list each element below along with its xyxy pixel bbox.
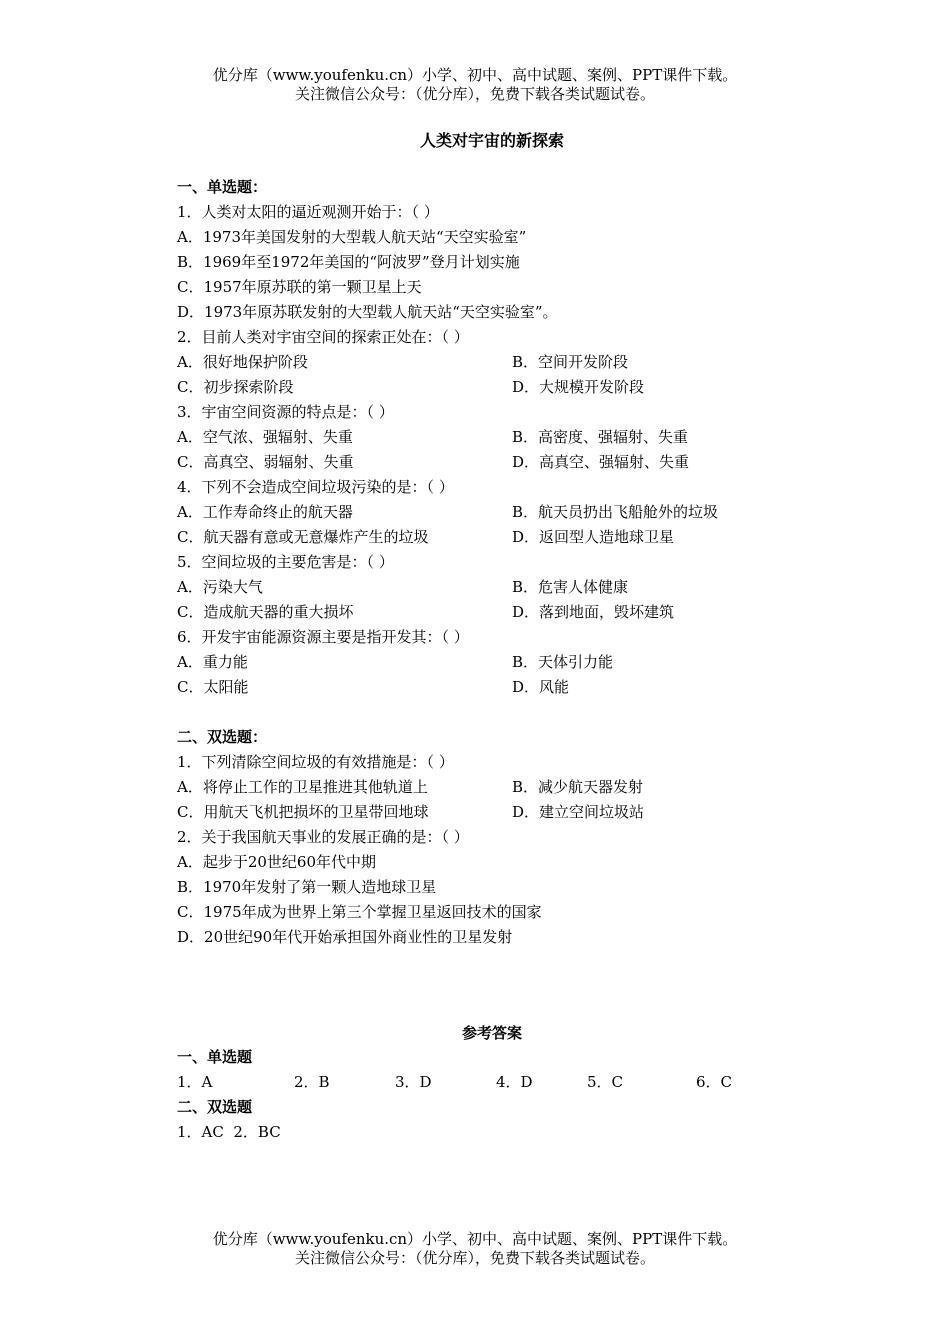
option: C．太阳能 [177,678,249,696]
option: B．天体引力能 [512,653,614,671]
option-row [177,525,777,550]
question-stem: 6．开发宇宙能源资源主要是指开发其：（ ） [177,628,469,646]
answer-item: 3．D [395,1073,432,1091]
option: A．将停止工作的卫星推进其他轨道上 [177,778,428,796]
footer-line-2: 关注微信公众号：（优分库），免费下载各类试题试卷。 [294,1249,655,1267]
option: A．1973年美国发射的大型载人航天站“天空实验室” [177,228,527,246]
option: D．高真空、强辐射、失重 [512,453,690,471]
option: A．污染大气 [177,578,263,596]
option-row [177,600,777,625]
option: D．建立空间垃圾站 [512,803,645,821]
option: C．高真空、弱辐射、失重 [177,453,354,471]
option-row [177,650,777,675]
option-row [177,375,777,400]
option: D．返回型人造地球卫星 [512,528,675,546]
option: B．减少航天器发射 [512,778,644,796]
option: C．航天器有意或无意爆炸产生的垃圾 [177,528,429,546]
option: B．危害人体健康 [512,578,629,596]
answer-item: 6．C [696,1073,733,1091]
option: D．落到地面，毁坏建筑 [512,603,675,621]
answer-section-heading: 二、双选题 [177,1098,253,1116]
answer-row [177,1070,737,1095]
option-row [177,575,777,600]
option: D．风能 [512,678,570,696]
option: B．空间开发阶段 [512,353,629,371]
footer-line-1: 优分库（www.youfenku.cn）小学、初中、高中试题、案例、PPT课件下载。 [212,1230,738,1248]
answer-row: 1．AC 2．BC [177,1123,281,1141]
option: B．1969年至1972年美国的“阿波罗”登月计划实施 [177,253,520,271]
option: D．1973年原苏联发射的大型载人航天站“天空实验室”。 [177,303,558,321]
question-stem: 1．下列清除空间垃圾的有效措施是：（ ） [177,753,454,771]
question-stem: 4．下列不会造成空间垃圾污染的是：（ ） [177,478,454,496]
answer-item: 4．D [496,1073,533,1091]
option-row [177,450,777,475]
question-stem: 5．空间垃圾的主要危害是：（ ） [177,553,394,571]
question-stem: 1．人类对太阳的逼近观测开始于：（ ） [177,203,439,221]
question-stem: 3．宇宙空间资源的特点是：（ ） [177,403,394,421]
header-line-1: 优分库（www.youfenku.cn）小学、初中、高中试题、案例、PPT课件下载。 [212,66,738,84]
option-row [177,775,777,800]
option: C．初步探索阶段 [177,378,294,396]
option: C．用航天飞机把损坏的卫星带回地球 [177,803,429,821]
answer-section-heading: 一、单选题 [177,1048,253,1066]
answer-item: 1．A [177,1073,213,1091]
option: A．工作寿命终止的航天器 [177,503,353,521]
option-row [177,800,777,825]
question-body [177,175,777,950]
answer-key [177,1045,737,1145]
option: A．空气浓、强辐射、失重 [177,428,353,446]
option: C．造成航天器的重大损坏 [177,603,354,621]
option-row [177,425,777,450]
option-row [177,350,777,375]
document-title: 人类对宇宙的新探索 [419,131,564,150]
option: C．1957年原苏联的第一颗卫星上天 [177,278,422,296]
option: A．起步于20世纪60年代中期 [177,853,377,871]
option: B．高密度、强辐射、失重 [512,428,689,446]
option-row [177,500,777,525]
answer-title: 参考答案 [461,1024,522,1042]
page-header [0,66,950,104]
option: C．1975年成为世界上第三个掌握卫星返回技术的国家 [177,903,542,921]
answer-item: 5．C [587,1073,624,1091]
question-stem: 2．关于我国航天事业的发展正确的是：（ ） [177,828,469,846]
section-heading: 一、单选题： [177,178,268,196]
option: B．1970年发射了第一颗人造地球卫星 [177,878,437,896]
answer-item: 2．B [294,1073,330,1091]
question-stem: 2．目前人类对宇宙空间的探索正处在：（ ） [177,328,469,346]
option: D．大规模开发阶段 [512,378,645,396]
option-row [177,675,777,700]
option: A．很好地保护阶段 [177,353,308,371]
option: D．20世纪90年代开始承担国外商业性的卫星发射 [177,928,513,946]
section-heading: 二、双选题： [177,728,268,746]
header-line-2: 关注微信公众号：（优分库），免费下载各类试题试卷。 [294,85,655,103]
page-footer [0,1230,950,1268]
option: B．航天员扔出飞船舱外的垃圾 [512,503,719,521]
option: A．重力能 [177,653,248,671]
